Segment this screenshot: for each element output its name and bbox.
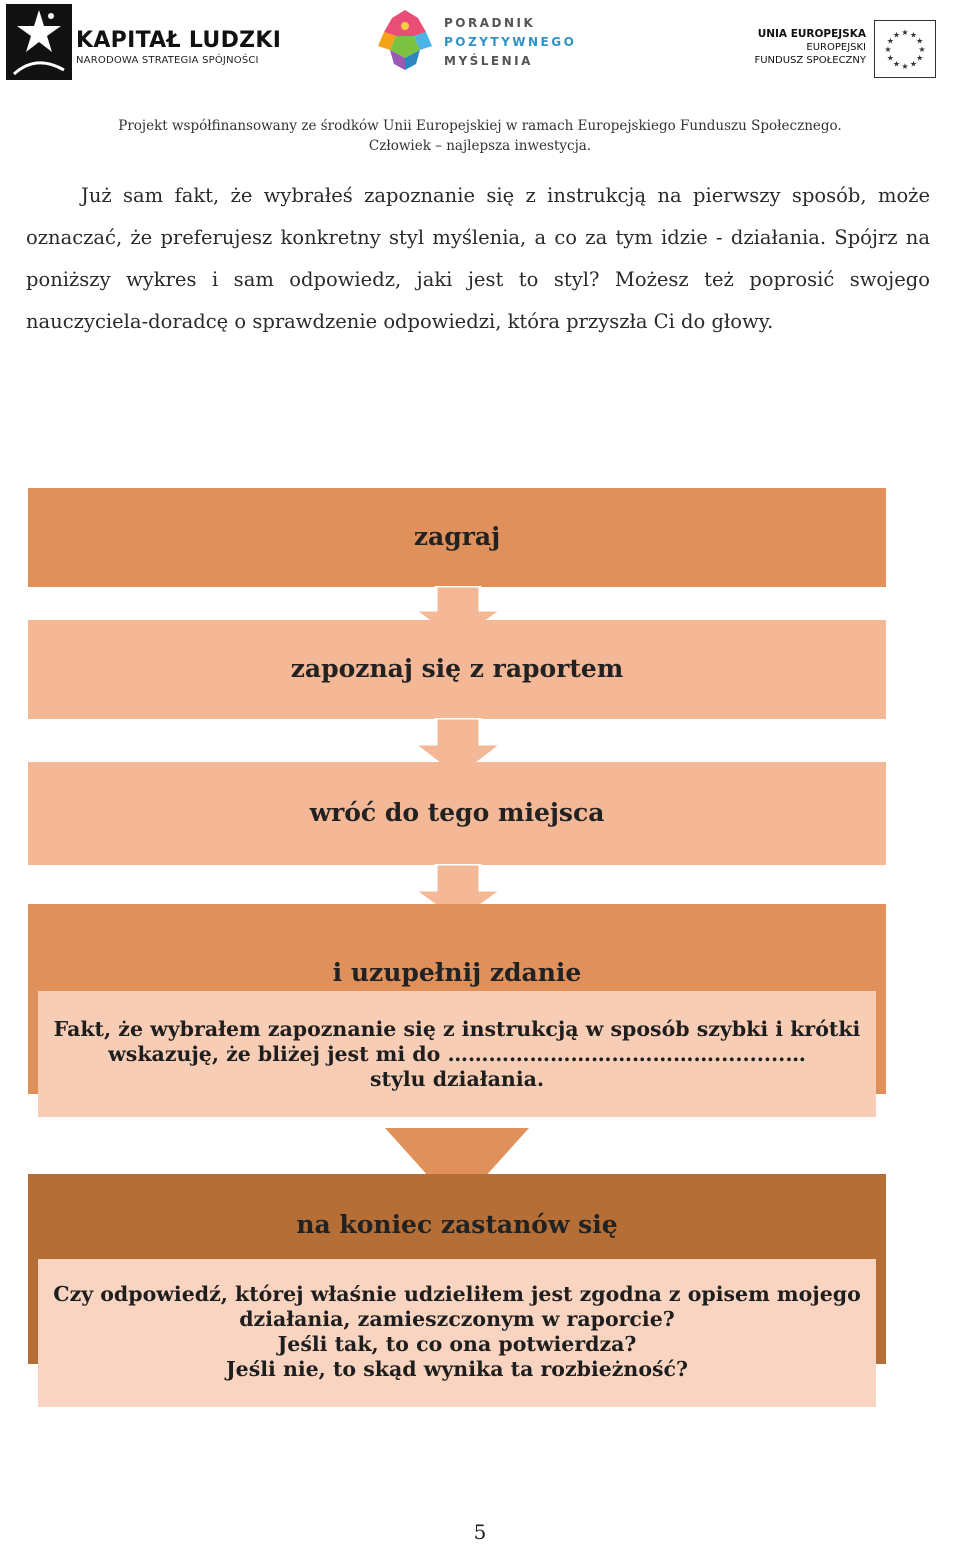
cofinancing-note — [0, 116, 960, 156]
intro-paragraph — [26, 175, 930, 343]
step5-text-line1: Czy odpowiedź, której właśnie udzieliłem jest zgodna z opisem mojego — [53, 1282, 861, 1306]
eu-star-icon: ★ — [884, 45, 892, 54]
step4-text-line3: stylu działania. — [369, 1067, 545, 1091]
flow-step-4-label: i uzupełnij zdanie — [332, 958, 582, 987]
step5-text-line4: Jeśli nie, to skąd wynika ta rozbieżność? — [225, 1357, 689, 1381]
step4-text-line2: wskazuję, że bliżej jest mi do …………………………………..........… — [108, 1042, 806, 1066]
eu-line2: EUROPEJSKI — [806, 42, 866, 53]
eu-star-icon: ★ — [892, 30, 901, 40]
flow-step-1 — [28, 488, 886, 587]
eu-star-icon: ★ — [918, 45, 926, 54]
flow-step-3-label: wróć do tego miejsca — [309, 798, 605, 827]
flow-step-5-textbox — [38, 1259, 876, 1407]
kl-subtitle: NARODOWA STRATEGIA SPÓJNOŚCI — [76, 55, 259, 66]
eu-star-icon: ★ — [901, 28, 909, 37]
eu-star-icon: ★ — [886, 53, 894, 63]
eu-line1: UNIA EUROPEJSKA — [757, 28, 866, 40]
ppm-line2: POZYTYWNEGO — [444, 35, 577, 49]
flow-step-4-textbox — [38, 991, 876, 1117]
eu-star-icon: ★ — [916, 53, 924, 63]
ppm-line3: MYŚLENIA — [444, 54, 533, 68]
intro-text: Już sam fakt, że wybrałeś zapoznanie się z instrukcją na pierwszy sposób, może oznaczać, że preferujesz konkretny styl myślenia, a co za tym idzie - działania. Spójrz na poniższy wykres i sam odpowiedz, jaki jest to styl? Możesz też poprosić swojego nauczyciela-doradcę o sprawdzenie odpowiedzi, która przyszła Ci do głowy. — [26, 184, 930, 333]
eu-star-icon: ★ — [916, 36, 924, 46]
poradnik-logo-icon — [374, 6, 436, 76]
step4-text-line1: Fakt, że wybrałem zapoznanie się z instrukcją w sposób szybki i krótki — [53, 1017, 861, 1041]
ppm-line1: PORADNIK — [444, 16, 536, 30]
flow-step-2-label: zapoznaj się z raportem — [290, 654, 624, 683]
page-header — [0, 0, 960, 110]
step5-text-line3: Jeśli tak, to co ona potwierdza? — [277, 1332, 637, 1356]
eu-star-icon: ★ — [909, 59, 918, 69]
cofinancing-line1: Projekt współfinansowany ze środków Unii Europejskiej w ramach Europejskiego Funduszu Społecznego. — [118, 118, 842, 134]
kapital-ludzki-logo-icon — [6, 4, 72, 80]
page-number: 5 — [473, 1520, 487, 1544]
eu-flag-icon — [874, 20, 936, 78]
eu-star-icon: ★ — [886, 36, 894, 46]
eu-star-icon: ★ — [892, 59, 901, 69]
eu-star-icon: ★ — [901, 62, 909, 71]
flow-step-1-label: zagraj — [413, 522, 501, 551]
cofinancing-line2: Człowiek – najlepsza inwestycja. — [368, 138, 592, 154]
step5-text-line2: działania, zamieszczonym w raporcie? — [239, 1307, 675, 1331]
kl-title: KAPITAŁ LUDZKI — [76, 28, 282, 53]
flow-step-2 — [28, 620, 886, 719]
flow-step-5-label: na koniec zastanów się — [296, 1210, 618, 1239]
flow-step-3 — [28, 762, 886, 865]
eu-star-icon: ★ — [909, 30, 918, 40]
eu-line3: FUNDUSZ SPOŁECZNY — [754, 55, 866, 66]
